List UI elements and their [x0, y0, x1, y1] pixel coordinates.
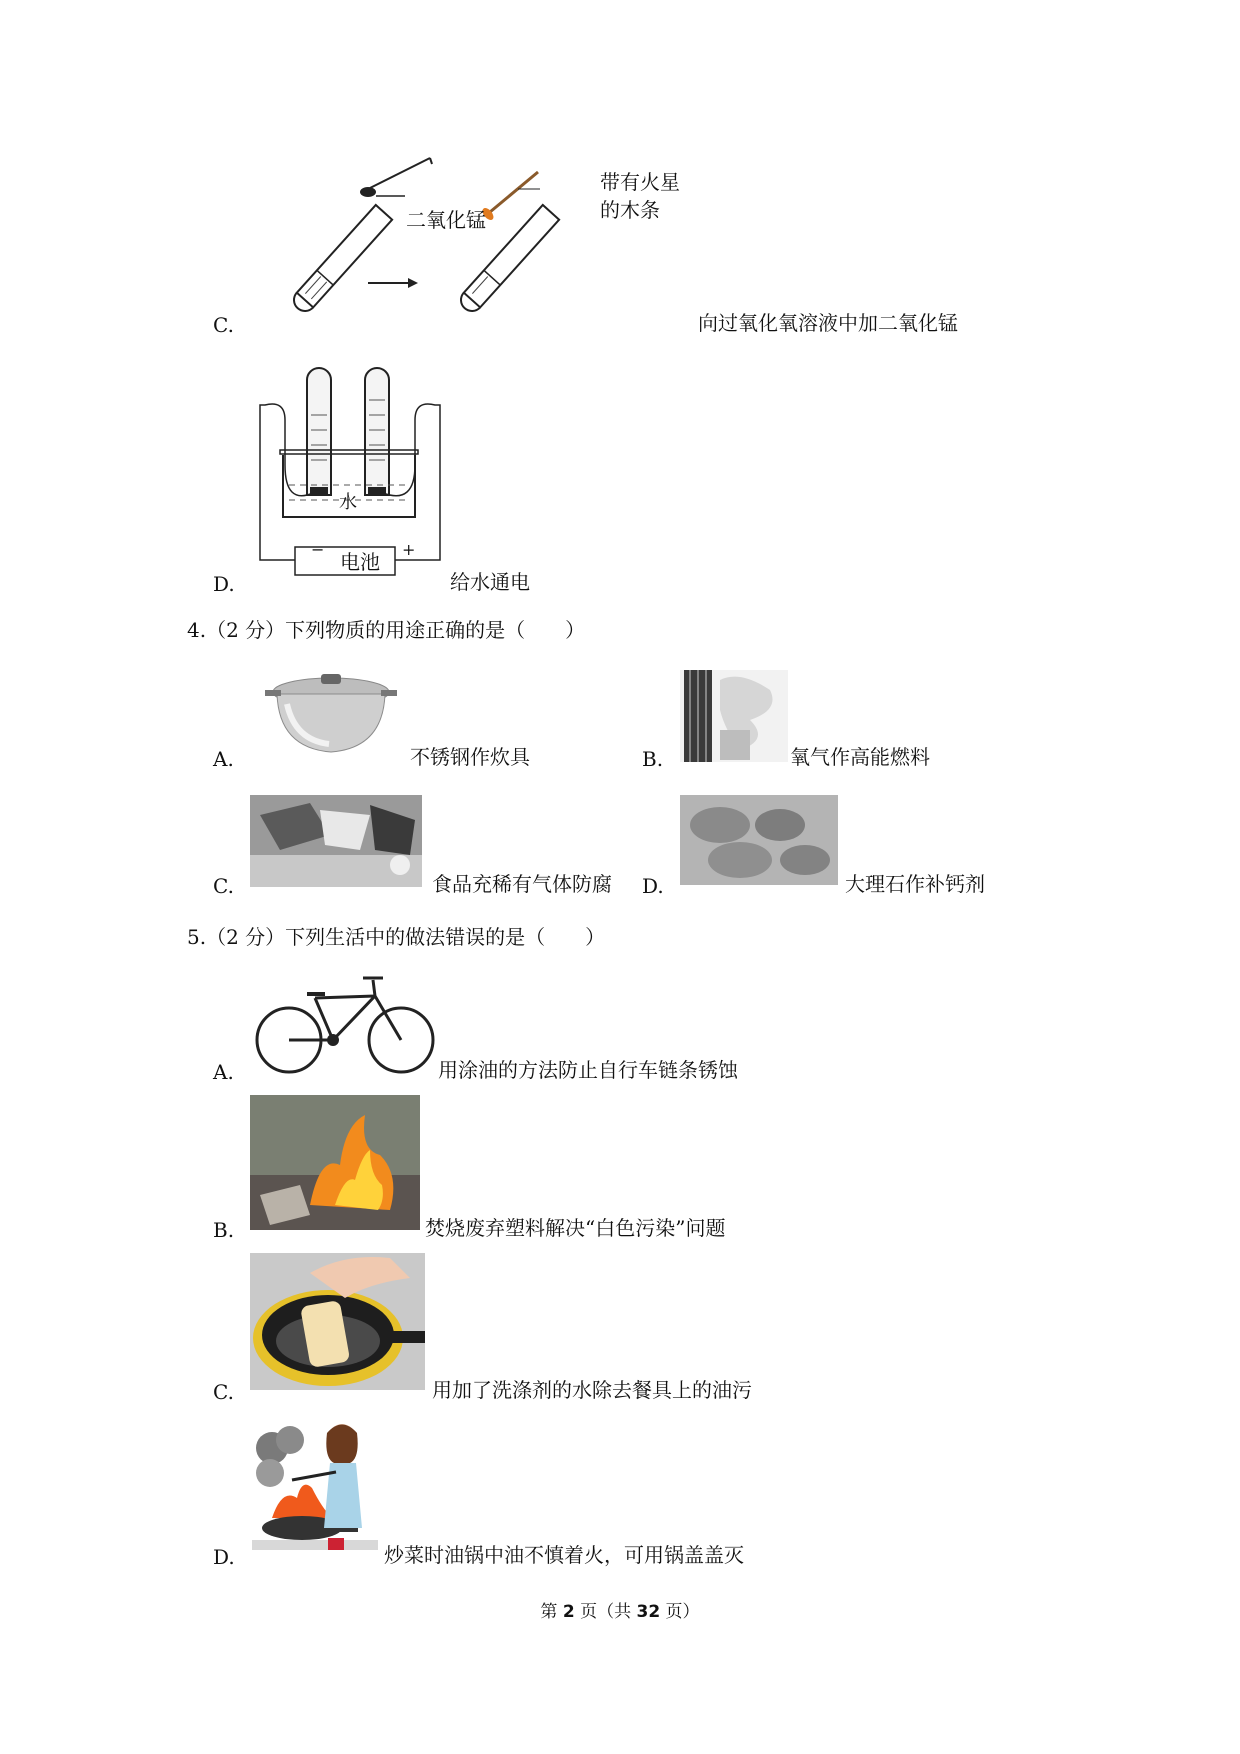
- q5-option-b-text: 焚烧废弃塑料解决“白色污染”问题: [425, 1216, 726, 1240]
- pan-fire-image: [252, 1418, 378, 1558]
- q4-option-b-text: 氧气作高能燃料: [790, 745, 930, 769]
- stainless-pot-image: [265, 670, 397, 758]
- q5-option-a-letter: A.: [213, 1060, 234, 1084]
- q4-option-a-text: 不锈钢作炊具: [410, 745, 530, 769]
- q3-option-c-letter: C.: [213, 313, 234, 337]
- q4-option-c-text: 食品充稀有气体防腐: [432, 872, 612, 896]
- q3-option-d-letter: D.: [213, 572, 235, 596]
- q5-option-c-text: 用加了洗涤剂的水除去餐具上的油污: [432, 1378, 752, 1402]
- q3-option-c-text: 向过氧化氧溶液中加二氧化锰: [698, 311, 958, 335]
- mno2-label: 二氧化锰: [406, 208, 486, 232]
- marble-image: [680, 795, 838, 885]
- page-footer: [0, 1597, 1240, 1622]
- q5-option-d-text: 炒菜时油锅中油不慎着火，可用锅盖盖灭: [384, 1543, 744, 1567]
- washing-pan-image: [250, 1253, 425, 1390]
- water-label: 水: [339, 492, 357, 513]
- splint-label-1: 带有火星: [600, 170, 680, 194]
- q5-option-c-letter: C.: [213, 1380, 234, 1404]
- footer-prefix: 第: [540, 1602, 563, 1622]
- splint-label-2: 的木条: [600, 198, 660, 222]
- burning-plastic-image: [250, 1095, 420, 1230]
- footer-suffix: 页）: [660, 1602, 700, 1622]
- battery-plus-label: +: [402, 540, 416, 559]
- electrolysis-figure: [255, 355, 445, 580]
- q4-option-d-text: 大理石作补钙剂: [845, 872, 985, 896]
- footer-middle: 页（共: [574, 1602, 637, 1622]
- q3-option-d-text: 给水通电: [450, 570, 530, 594]
- footer-total-pages: 32: [636, 1602, 661, 1622]
- q4-option-d-letter: D.: [642, 874, 664, 898]
- battery-minus-label: −: [311, 540, 325, 559]
- q4-option-a-letter: A.: [213, 747, 234, 771]
- q5-option-d-letter: D.: [213, 1545, 235, 1569]
- bicycle-image: [255, 968, 435, 1076]
- q5-option-b-letter: B.: [213, 1218, 235, 1242]
- oxygen-fuel-image: [680, 670, 788, 762]
- q5-option-a-text: 用涂油的方法防止自行车链条锈蚀: [438, 1058, 738, 1082]
- q4-option-c-letter: C.: [213, 874, 234, 898]
- q5-question: 5.（2 分）下列生活中的做法错误的是（ ）: [187, 925, 606, 949]
- footer-page-number: 2: [562, 1602, 575, 1622]
- battery-label: 电池: [340, 550, 380, 574]
- food-packaging-image: [250, 795, 422, 887]
- q4-question: 4.（2 分）下列物质的用途正确的是（ ）: [187, 618, 586, 642]
- q4-option-b-letter: B.: [642, 747, 664, 771]
